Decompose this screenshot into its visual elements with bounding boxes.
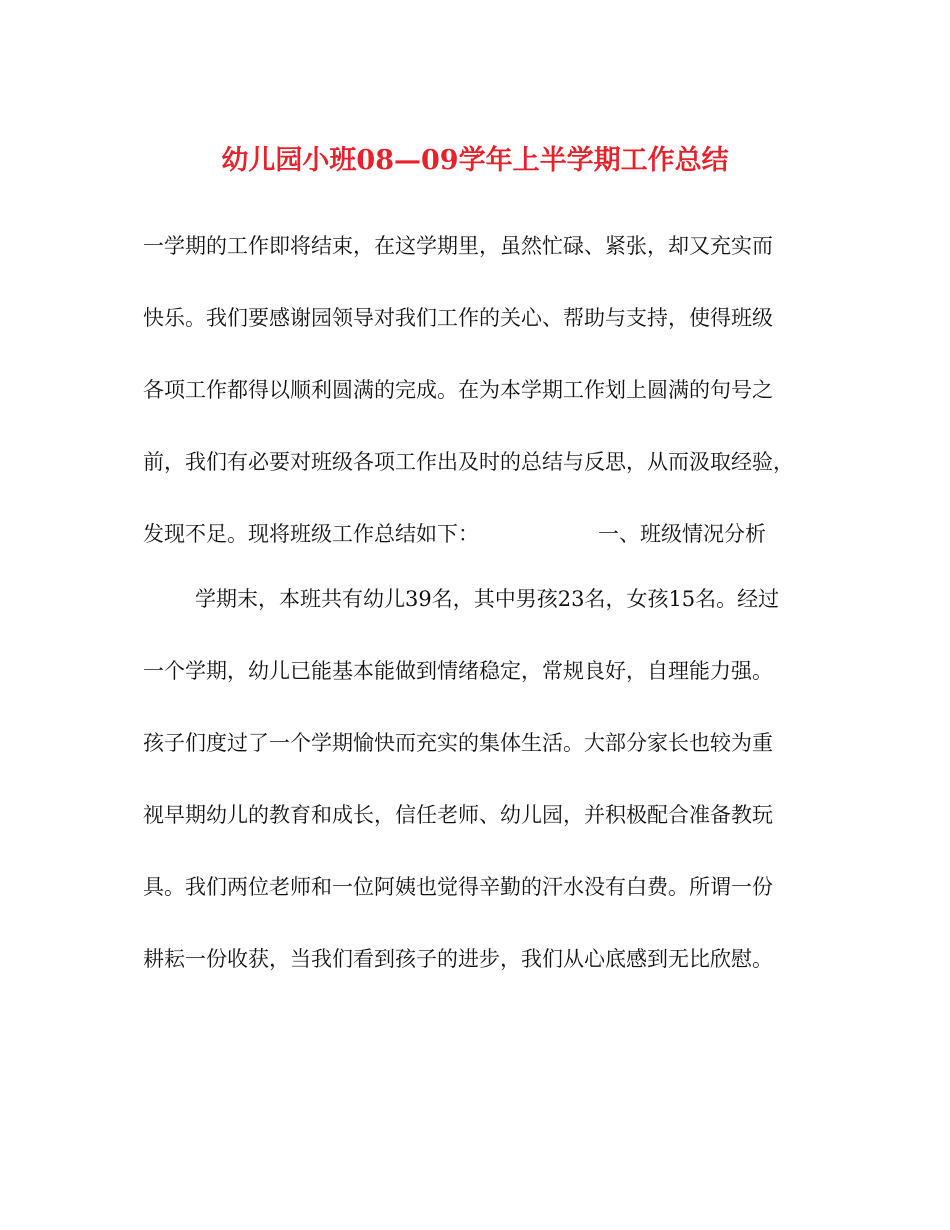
paragraph-line: 孩子们度过了一个学期愉快而充实的集体生活。大部分家长也较为重 (143, 731, 773, 755)
paragraph-line: 发现不足。现将班级工作总结如下： (143, 522, 479, 546)
paragraph-line: 快乐。我们要感谢园领导对我们工作的关心、帮助与支持，使得班级 (143, 306, 773, 330)
paragraph-line: 耕耘一份收获，当我们看到孩子的进步，我们从心底感到无比欣慰。 (143, 947, 773, 971)
paragraph-line: 前，我们有必要对班级各项工作出及时的总结与反思，从而汲取经验， (143, 450, 794, 474)
section-heading: 一、班级情况分析 (598, 522, 766, 546)
paragraph-line-with-heading (143, 514, 823, 554)
document-title: 幼儿园小班08—09学年上半学期工作总结 (221, 145, 729, 176)
paragraph-line: 一学期的工作即将结束，在这学期里，虽然忙碌、紧张，却又充实而 (143, 234, 773, 258)
paragraph-line: 各项工作都得以顺利圆满的完成。在为本学期工作划上圆满的句号之 (143, 378, 773, 402)
paragraph-line: 一个学期，幼儿已能基本能做到情绪稳定，常规良好，自理能力强。 (143, 659, 773, 683)
paragraph-line: 具。我们两位老师和一位阿姨也觉得辛勤的汗水没有白费。所谓一份 (143, 875, 773, 899)
paragraph-line: 视早期幼儿的教育和成长，信任老师、幼儿园，并积极配合准备教玩 (143, 803, 773, 827)
paragraph-line: 学期末，本班共有幼儿39名，其中男孩23名，女孩15名。经过 (195, 587, 780, 611)
